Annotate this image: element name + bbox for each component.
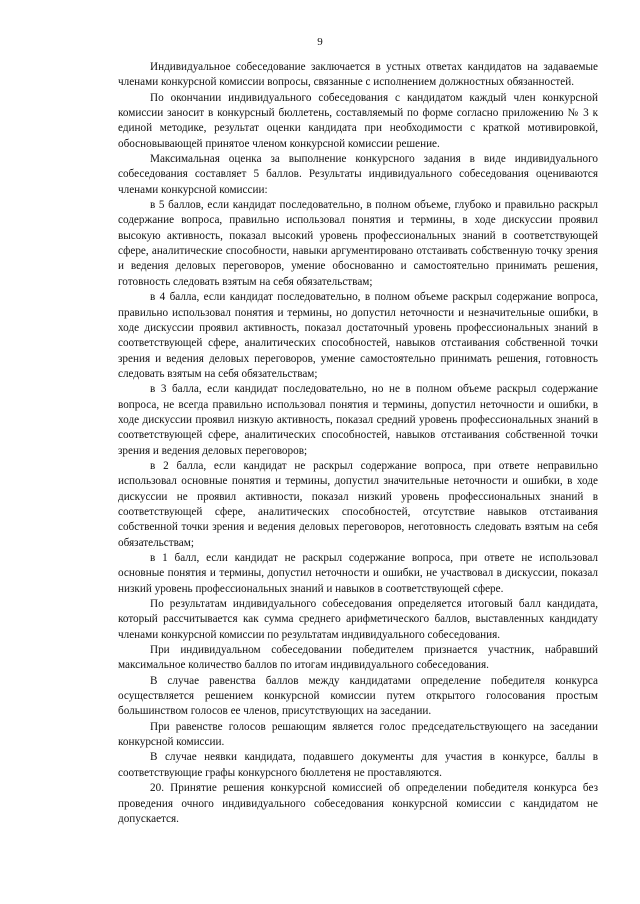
paragraph-score-2: в 2 балла, если кандидат не раскрыл содержание вопроса, при ответе неправильно использовал основные понятия и термины, допустил значительные неточности и ошибки, в ходе дискуссии не проявил активности, показал низкий уровень профессиональных знаний в соответствующей сфере, аналитических способностей, отсутствие навыков отстаивания собственной точки зрения и ведения деловых переговоров, неготовность следовать взятым на себя обязательствам; (118, 459, 598, 549)
paragraph-winner: При индивидуальном собеседовании победителем признается участник, набравший максимальное количество баллов по итогам индивидуального собеседования. (118, 644, 598, 672)
paragraph-no-show: В случае неявки кандидата, подавшего документы для участия в конкурсе, баллы в соответствующие графы конкурсного бюллетеня не проставляются. (118, 751, 598, 779)
paragraph-deciding-vote: При равенстве голосов решающим является голос председательствующего на заседании конкурсной комиссии. (118, 720, 598, 749)
paragraph-score-1: в 1 балл, если кандидат не раскрыл содержание вопроса, при ответе не использовал основные понятия и термины, допустил неточности и ошибки, не участвовал в дискуссии, показал низкий уровень профессиональных знаний и навыков в соответствующей сфере. (118, 552, 598, 595)
paragraph-ballot-entry: По окончании индивидуального собеседования с кандидатом каждый член конкурсной комиссии заносит в конкурсный бюллетень, составляемый по форме согласно приложению № 3 к единой методике, результат оценки кандидата при необходимости с краткой мотивировкой, обосновывающей принятое членом конкурсной комиссии решение. (118, 91, 598, 150)
paragraph-tie-vote: В случае равенства баллов между кандидатами определение победителя конкурса осуществляется решением конкурсной комиссии путем открытого голосования простым большинством голосов ее членов, присутствующих на заседании. (118, 674, 598, 718)
paragraph-score-4: в 4 балла, если кандидат последовательно, в полном объеме раскрыл содержание вопроса, правильно использовал понятия и термины, но допустил неточности и незначительные ошибки, в ходе дискуссии проявил активность, показал достаточный уровень профессиональных знаний в соответствующей сфере, аналитических способностей, навыков отстаивания собственной точки зрения и ведения деловых переговоров, умение самостоятельно принимать решения, готовность следовать взятым на себя обязательствам; (118, 291, 598, 380)
document-body (118, 60, 598, 827)
paragraph-final-score: По результатам индивидуального собеседования определяется итоговый балл кандидата, который рассчитывается как сумма среднего арифметического баллов, выставленных кандидату членами конкурсной комиссии по результатам индивидуального собеседования. (118, 598, 598, 641)
paragraph-max-score: Максимальная оценка за выполнение конкурсного задания в виде индивидуального собеседования составляет 5 баллов. Результаты индивидуального собеседования оцениваются членами конкурсной комиссии: (118, 153, 598, 196)
paragraph-item-20: 20. Принятие решения конкурсной комиссией об определении победителя конкурса без проведения очного индивидуального собеседования конкурсной комиссии с кандидатом не допускается. (118, 782, 598, 825)
page-number: 9 (317, 36, 323, 48)
paragraph-score-3: в 3 балла, если кандидат последовательно, но не в полном объеме раскрыл содержание вопроса, не всегда правильно использовал понятия и термины, допустил неточности и ошибки, в ходе дискуссии проявил низкую активность, показал средний уровень профессиональных знаний в соответствующей сфере, аналитических способностей, навыков отстаивания собственной точки зрения и ведения деловых переговоров; (118, 383, 598, 457)
paragraph-interview-definition: Индивидуальное собеседование заключается в устных ответах кандидатов на задаваемые членами конкурсной комиссии вопросы, связанные с исполнением должностных обязанностей. (118, 61, 598, 89)
paragraph-score-5: в 5 баллов, если кандидат последовательно, в полном объеме, глубоко и правильно раскрыл содержание вопроса, правильно использовал понятия и термины, в ходе дискуссии проявил высокую активность, показал высокий уровень профессиональных знаний в соответствующей сфере, аналитические способности, навыки аргументировано отстаивать собственную точку зрения и ведения деловых переговоров, умение обоснованно и самостоятельно принимать решения, готовность следовать взятым на себя обязательствам; (118, 199, 598, 288)
